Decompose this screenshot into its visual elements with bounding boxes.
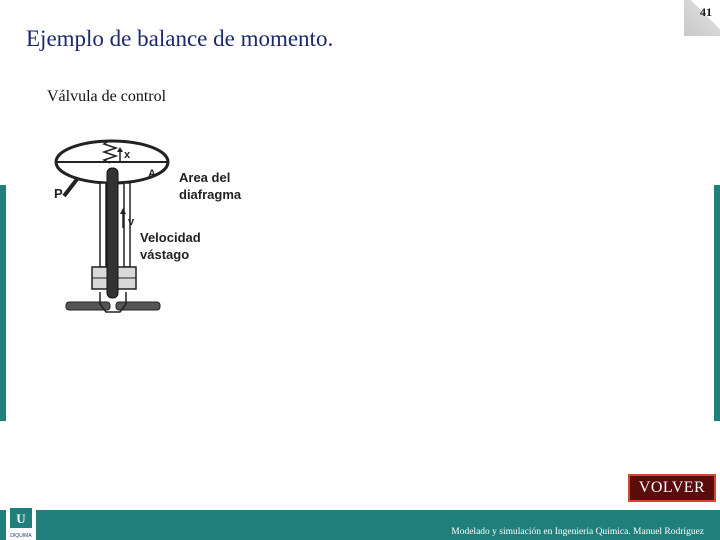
yoke-left xyxy=(100,183,106,267)
right-accent-bar xyxy=(714,185,720,421)
label-velocity-line1: Velocidad xyxy=(140,230,201,245)
control-valve-diagram xyxy=(44,132,264,322)
label-velocity-line2: vástago xyxy=(140,247,190,262)
page-number: 41 xyxy=(700,5,712,19)
label-x: x xyxy=(124,149,131,161)
label-area-line1: Area del xyxy=(179,170,231,185)
slide-title: Ejemplo de balance de momento. xyxy=(26,26,334,51)
left-accent-bar xyxy=(0,185,6,421)
valve-stem xyxy=(107,168,118,298)
svg-text:U: U xyxy=(16,511,26,526)
label-v: v xyxy=(128,216,135,228)
label-p: P xyxy=(54,186,63,201)
label-a: A xyxy=(148,168,156,180)
label-area-line2: diafragma xyxy=(179,187,242,202)
footer-credit: Modelado y simulación en Ingeniería Química. Manuel Rodríguez xyxy=(451,527,704,537)
slide-subtitle: Válvula de control xyxy=(47,88,167,105)
volver-button[interactable]: VOLVER xyxy=(628,474,716,502)
footer-bar xyxy=(0,510,720,540)
pressure-inlet xyxy=(64,178,78,196)
diquima-logo xyxy=(6,504,36,540)
logo-text: DIQUIMA xyxy=(10,533,32,539)
